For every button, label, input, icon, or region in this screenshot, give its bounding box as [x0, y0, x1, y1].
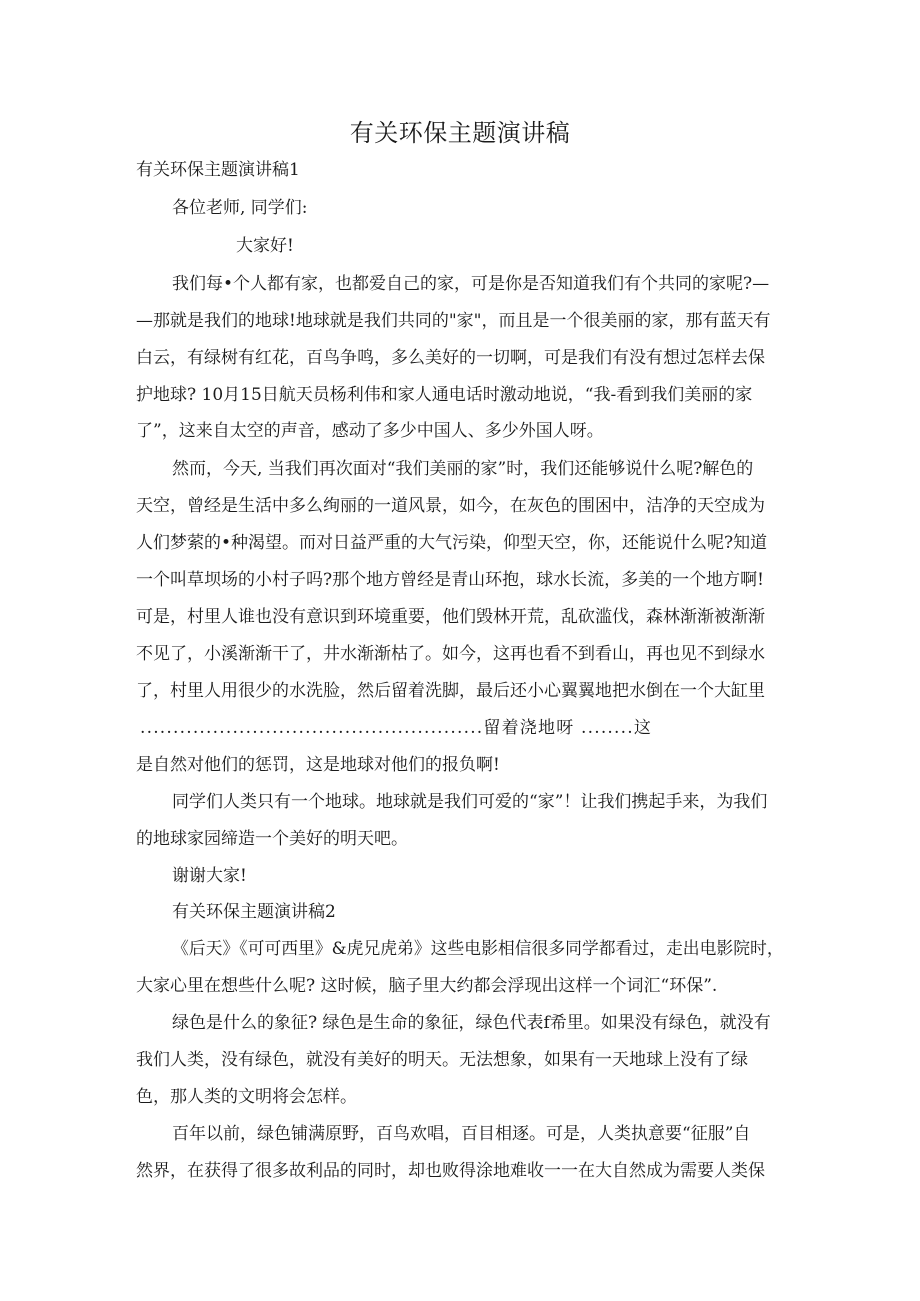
paragraph-line: 可是，村里人谁也没有意识到环境重要，他们毁林开荒，乱砍滥伐，森林渐渐被渐渐: [136, 607, 765, 627]
closing: 谢谢大家!: [172, 866, 247, 886]
paragraph-line: 了，村里人用很少的水洗脸，然后留着洗脚，最后还小心翼翼地把水倒在一个大缸里: [136, 681, 765, 701]
paragraph-line: 然界，在获得了很多故利品的同时，却也败得涂地难收一一在大自然成为需要人类保: [136, 1161, 765, 1181]
paragraph-line: 白云，有绿树有红花，百鸟争鸣，多么美好的一切啊，可是我们有没有想过怎样去保: [136, 348, 765, 368]
section-heading-2: 有关环保主题演讲稿2: [172, 902, 336, 922]
salutation: 各位老师, 同学们:: [172, 198, 308, 218]
paragraph-line: 色，那人类的文明将会怎样。: [136, 1087, 357, 1107]
paragraph-line: 绿色是什么的象征? 绿色是生命的象征，绿色代表f希里。如果没有绿色，就没有: [172, 1013, 771, 1033]
paragraph-line: 同学们人类只有一个地球。地球就是我们可爱的“家”！让我们携起手来，为我们: [172, 792, 768, 812]
paragraph-line: 天空，曾经是生活中多么绚丽的一道风景，如今，在灰色的围困中，洁净的天空成为: [136, 496, 765, 516]
paragraph-line: 护地球? 10月15日航天员杨利伟和家人通电话时激动地说，“我-看到我们美丽的家: [136, 385, 753, 405]
greeting: 大家好!: [236, 236, 294, 256]
paragraph-line: 然而，今天, 当我们再次面对“我们美丽的家”时，我们还能够说什么呢?解色的: [172, 459, 754, 479]
paragraph-line: 一个叫草坝场的小村子吗?那个地方曾经是青山环抱，球水长流，多美的一个地方啊!: [136, 570, 764, 590]
paragraph-line: 《后天》《可可西里》&虎兄虎弟》这些电影相信很多同学都看过，走出电影院时，: [172, 939, 784, 959]
paragraph-line: 百年以前，绿色铺满原野，百鸟欢唱，百目相逐。可是，人类执意要“征服”自: [172, 1124, 751, 1144]
section-heading-1: 有关环保主题演讲稿1: [136, 160, 300, 180]
paragraph-line: 我们人类，没有绿色，就没有美好的明天。无法想象，如果有一天地球上没有了绿: [136, 1050, 748, 1070]
paragraph-line: 人们梦萦的•种渴望。而对日益严重的大气污染，仰型天空，你，还能说什么呢?知道: [136, 533, 768, 553]
paragraph-line: ....................................................留着浇地呀 ........这: [140, 718, 653, 738]
paragraph-line: 是自然对他们的惩罚，这是地球对他们的报负啊!: [136, 755, 500, 775]
paragraph-line: 大家心里在想些什么呢? 这时候，脑子里大约都会浮现出这样一个词汇“环保”.: [136, 976, 718, 996]
paragraph-line: 了”，这来自太空的声音，感动了多少中国人、多少外国人呀。: [136, 421, 604, 441]
paragraph-line: 不见了，小溪渐渐干了，井水渐渐枯了。如今，这再也看不到看山，再也见不到绿水: [136, 644, 765, 664]
paragraph-line: 的地球家园缔造一个美好的明天吧。: [136, 829, 408, 849]
document-title: 有关环保主题演讲稿: [349, 119, 571, 147]
paragraph-line: —那就是我们的地球!地球就是我们共同的"家"，而且是一个很美丽的家，那有蓝天有: [136, 311, 771, 331]
paragraph-line: 我们每•个人都有家，也都爱自己的家，可是你是否知道我们有个共同的家呢?—: [172, 274, 770, 294]
